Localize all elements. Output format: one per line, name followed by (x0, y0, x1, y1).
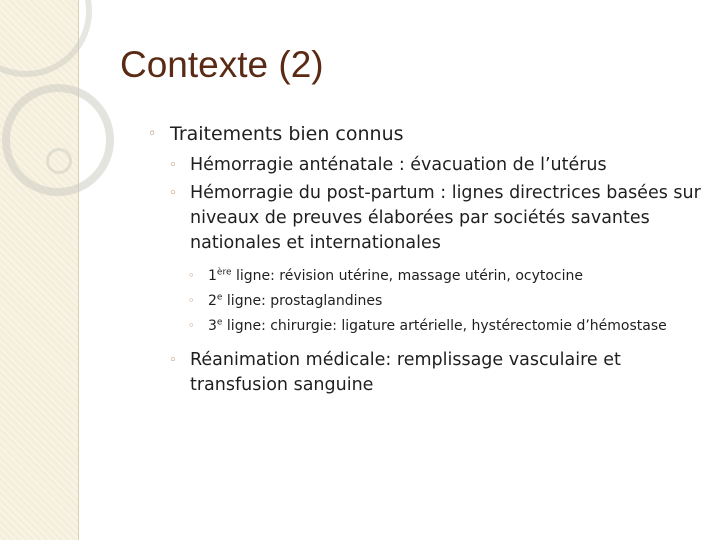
bullet-text: ligne: prostaglandines (222, 293, 383, 309)
decorative-ring (2, 84, 114, 196)
bullet-icon: ◦ (188, 319, 195, 332)
bullet-level2 (148, 153, 714, 178)
bullet-icon: ◦ (148, 126, 157, 142)
bullet-icon: ◦ (188, 269, 195, 282)
bullet-icon: ◦ (169, 186, 177, 201)
bullet-level3 (148, 291, 714, 311)
bullet-level1 (148, 121, 714, 147)
ordinal-suffix: ère (216, 267, 232, 278)
bullet-text: Hémorragie du post-partum : lignes directrices basées sur niveaux de preuves élaborées par sociétés savantes nationales et internationales (190, 183, 701, 253)
bullet-icon: ◦ (169, 353, 177, 368)
bullet-level2 (148, 348, 714, 398)
slide-body (148, 121, 714, 401)
bullet-icon: ◦ (188, 294, 195, 307)
bullet-text: Réanimation médicale: remplissage vasculaire et transfusion sanguine (190, 350, 621, 395)
bullet-level3 (148, 316, 714, 336)
bullet-level3 (148, 266, 714, 286)
ordinal-number: 2 (208, 293, 217, 309)
bullet-text: ligne: révision utérine, massage utérin, ocytocine (231, 268, 583, 284)
bullet-text: ligne: chirurgie: ligature artérielle, hystérectomie d’hémostase (222, 318, 667, 334)
bullet-icon: ◦ (169, 158, 177, 173)
decorative-side-band (0, 0, 79, 540)
ordinal-suffix: e (216, 317, 223, 328)
bullet-level3-group (148, 266, 714, 336)
bullet-text: Traitements bien connus (170, 123, 404, 145)
ordinal-number: 1 (208, 268, 217, 284)
ordinal-suffix: e (216, 292, 223, 303)
bullet-text: Hémorragie anténatale : évacuation de l’utérus (190, 155, 607, 175)
bullet-level2 (148, 181, 714, 256)
decorative-ring (46, 148, 72, 174)
decorative-ring (0, 0, 92, 77)
slide-title: Contexte (2) (120, 44, 324, 85)
ordinal-number: 3 (208, 318, 217, 334)
